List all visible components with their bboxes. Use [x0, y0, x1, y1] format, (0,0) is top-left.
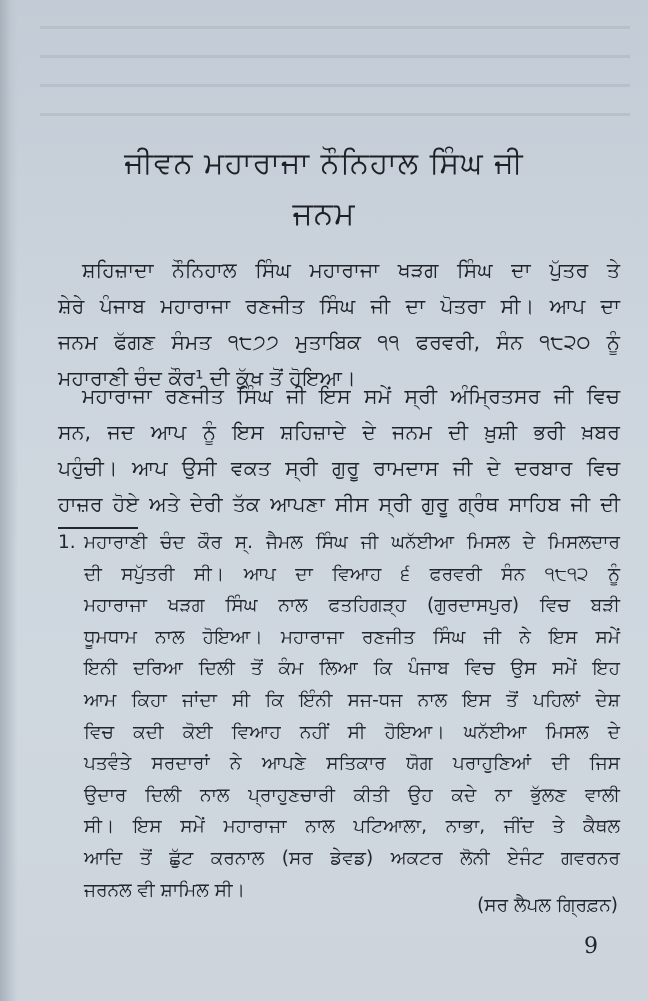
footnote-line: ਸੀ। ਇਸ ਸਮੇਂ ਮਹਾਰਾਜਾ ਨਾਲ ਪਟਿਆਲਾ, ਨਾਭਾ, ਜੀਂਦ ਤੇ ਕੈਥਲ: [84, 816, 620, 838]
footnote-attribution: (ਸਰ ਲੈਪਲ ਗ੍ਰਿਫ਼ਨ): [477, 895, 618, 916]
text-line: ਜਨਮ ਫੱਗਣ ਸੰਮਤ ੧੮੭੭ ਮੁਤਾਬਿਕ ੧੧ ਫਰਵਰੀ, ਸੰਨ ੧੮੨੦ ਨੂੰ: [58, 330, 620, 354]
footnote-line: ਵਿਚ ਕਦੀ ਕੋਈ ਵਿਆਹ ਨਹੀਂ ਸੀ ਹੋਇਆ। ਘਨੱਈਆ ਮਿਸਲ ਦੇ: [84, 721, 620, 743]
footnote-line: ਜਰਨਲ ਵੀ ਸ਼ਾਮਿਲ ਸੀ।: [84, 879, 246, 901]
bleed-through-text: [40, 0, 630, 140]
footnote: [58, 527, 620, 906]
footnote-line: ਧੂਮਧਾਮ ਨਾਲ ਹੋਇਆ। ਮਹਾਰਾਜਾ ਰਣਜੀਤ ਸਿੰਘ ਜੀ ਨੇ ਇਸ ਸਮੇਂ: [84, 626, 620, 648]
text-line: ਹਾਜ਼ਰ ਹੋਏ ਅਤੇ ਦੇਰੀ ਤੱਕ ਆਪਣਾ ਸੀਸ ਸ੍ਰੀ ਗੁਰੂ ਗ੍ਰੰਥ ਸਾਹਿਬ ਜੀ ਦੀ: [58, 492, 620, 516]
footnote-line: ਆਮ ਕਿਹਾ ਜਾਂਦਾ ਸੀ ਕਿ ਇੰਨੀ ਸਜ-ਧਜ ਨਾਲ ਇਸ ਤੋਂ ਪਹਿਲਾਂ ਦੇਸ਼: [84, 689, 620, 711]
chapter-title: ਜੀਵਨ ਮਹਾਰਾਜਾ ਨੌਨਿਹਾਲ ਸਿੰਘ ਜੀ: [124, 146, 524, 181]
text-line: ਮਹਾਰਾਣੀ ਚੰਦ ਕੌਰ¹ ਦੀ ਕੁੱਖ ਤੋਂ ਹੋਇਆ।: [58, 366, 356, 390]
footnote-line: ਪਤਵੰਤੇ ਸਰਦਾਰਾਂ ਨੇ ਆਪਣੇ ਸਤਿਕਾਰ ਯੋਗ ਪਰਾਹੁਣਿਆਂ ਦੀ ਜਿਸ: [84, 753, 620, 775]
footnote-line: ਉਦਾਰ ਦਿਲੀ ਨਾਲ ਪ੍ਰਾਹੁਣਚਾਰੀ ਕੀਤੀ ਉਹ ਕਦੇ ਨਾ ਭੁੱਲਣ ਵਾਲੀ: [84, 784, 620, 806]
paragraph-2: [58, 378, 620, 522]
footnote-line: ਮਹਾਰਾਣੀ ਚੰਦ ਕੌਰ ਸ੍. ਜੈਮਲ ਸਿੰਘ ਜੀ ਘਨੱਈਆ ਮਿਸਲ ਦੇ ਮਿਸਲਦਾਰ: [84, 532, 620, 553]
section-heading: ਜਨਮ: [292, 196, 356, 232]
footnote-line: ਇਨੀ ਦਰਿਆ ਦਿਲੀ ਤੋਂ ਕੰਮ ਲਿਆ ਕਿ ਪੰਜਾਬ ਵਿਚ ਉਸ ਸਮੇਂ ਇਹ: [84, 658, 620, 680]
footnote-line: ਆਦਿ ਤੋਂ ਛੁੱਟ ਕਰਨਾਲ (ਸਰ ਡੇਵਡ) ਅਕਟਰ ਲੋਨੀ ਏਜੰਟ ਗਵਰਨਰ: [84, 847, 620, 869]
text-line: ਪਹੁੰਚੀ। ਆਪ ਉਸੀ ਵਕਤ ਸ੍ਰੀ ਗੁਰੂ ਰਾਮਦਾਸ ਜੀ ਦੇ ਦਰਬਾਰ ਵਿਚ: [58, 456, 620, 480]
text-line: ਸਨ, ਜਦ ਆਪ ਨੂੰ ਇਸ ਸ਼ਹਿਜ਼ਾਦੇ ਦੇ ਜਨਮ ਦੀ ਖ਼ੁਸ਼ੀ ਭਰੀ ਖ਼ਬਰ: [58, 420, 620, 444]
text-line: ਮਹਾਰਾਜਾ ਰਣਜੀਤ ਸਿੰਘ ਜੀ ਇਸ ਸਮੇਂ ਸ੍ਰੀ ਅੰਮ੍ਰਿਤਸਰ ਜੀ ਵਿਚ: [82, 384, 620, 408]
page-number: 9: [584, 934, 598, 959]
footnote-marker: 1.: [58, 532, 76, 553]
text-line: ਸ਼ੇਰੇ ਪੰਜਾਬ ਮਹਾਰਾਜਾ ਰਣਜੀਤ ਸਿੰਘ ਜੀ ਦਾ ਪੋਤਰਾ ਸੀ। ਆਪ ਦਾ: [58, 294, 620, 318]
footnote-line: ਮਹਾਰਾਜਾ ਖੜਗ ਸਿੰਘ ਨਾਲ ਫਤਹਿਗੜ੍ਹ (ਗੁਰਦਾਸਪੁਰ) ਵਿਚ ਬੜੀ: [84, 595, 620, 617]
paragraph-1: [58, 252, 620, 396]
footnote-line: ਦੀ ਸਪੁੱਤਰੀ ਸੀ। ਆਪ ਦਾ ਵਿਆਹ ੬ ਫਰਵਰੀ ਸੰਨ ੧੮੧੨ ਨੂੰ: [84, 563, 620, 585]
text-line: ਸ਼ਹਿਜ਼ਾਦਾ ਨੌਨਿਹਾਲ ਸਿੰਘ ਮਹਾਰਾਜਾ ਖੜਗ ਸਿੰਘ ਦਾ ਪੁੱਤਰ ਤੇ: [82, 258, 620, 282]
